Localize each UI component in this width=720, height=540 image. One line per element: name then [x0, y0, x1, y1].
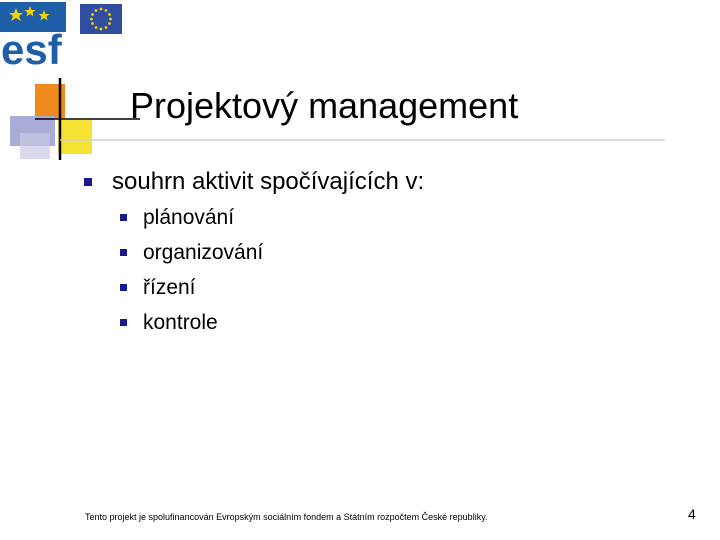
footer-note: Tento projekt je spolufinancován Evropským sociálním fondem a Státním rozpočtem České republiky.	[85, 512, 488, 522]
eu-flag-icon	[80, 4, 122, 34]
bullet-square-icon	[120, 284, 127, 291]
sub-bullet-item	[120, 200, 263, 235]
slide-title: Projektový management	[130, 85, 519, 126]
sub-bullet-list	[120, 200, 263, 340]
sub-bullet-text: kontrole	[143, 311, 218, 334]
bullet-square-icon	[120, 214, 127, 221]
sub-bullet-text: řízení	[143, 276, 196, 299]
bullet-square-icon	[120, 249, 127, 256]
esf-logo	[0, 0, 130, 70]
bullet-square-icon	[120, 319, 127, 326]
sub-bullet-item	[120, 235, 263, 270]
sub-bullet-text: plánování	[143, 206, 235, 229]
sub-bullet-text: organizování	[143, 241, 264, 264]
bullet-square-icon	[84, 178, 92, 186]
esf-lettering: esf	[1, 26, 62, 70]
sub-bullet-item	[120, 305, 263, 340]
deco-lavender-shadow	[20, 133, 50, 159]
main-bullet	[84, 165, 424, 199]
sub-bullet-item	[120, 270, 263, 305]
main-bullet-text: souhrn aktivit spočívajících v:	[112, 168, 425, 195]
page-number: 4	[688, 506, 696, 522]
deco-yellow-square	[58, 120, 92, 154]
